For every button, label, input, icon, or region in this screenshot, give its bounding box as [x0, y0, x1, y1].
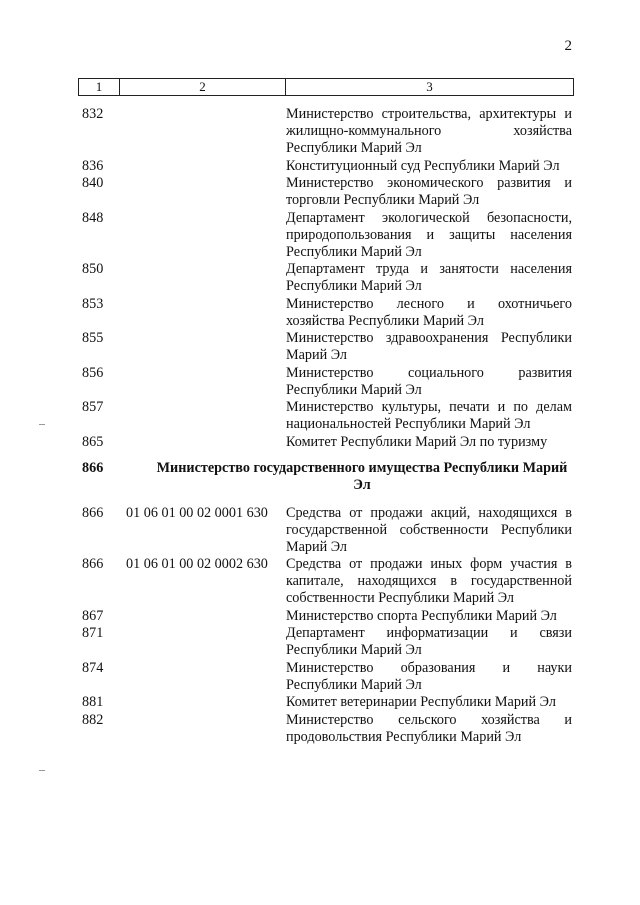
row-name: Министерство образования и науки Республики Марий Эл — [286, 659, 572, 693]
row-name: Министерство социального развития Республики Марий Эл — [286, 364, 572, 398]
row-code: 840 — [82, 175, 104, 191]
rows-top — [82, 106, 572, 451]
row-name: Министерство строительства, архитектуры и жилищно-коммунального хозяйства Республики Марий Эл — [286, 106, 572, 156]
section-code: 866 — [82, 459, 104, 476]
header-col-3: 3 — [426, 79, 433, 94]
row-code: 866 — [82, 504, 104, 521]
row-kbk — [126, 399, 286, 433]
row-name: Департамент информатизации и связи Республики Марий Эл — [286, 625, 572, 658]
row-kbk — [126, 175, 286, 209]
row-kbk — [126, 365, 286, 399]
row-kbk: 01 06 01 00 02 0002 630 — [126, 556, 268, 572]
row-name: Средства от продажи иных форм участия в капитале, находящихся в государственной собственности Республики Марий Эл — [286, 556, 572, 606]
table-row — [82, 625, 572, 659]
row-kbk — [126, 261, 286, 295]
table-row — [82, 556, 572, 607]
row-name: Министерство экономического развития и торговли Республики Марий Эл — [286, 175, 572, 208]
table-row — [82, 210, 572, 261]
row-name: Министерство сельского хозяйства и продовольствия Республики Марий Эл — [286, 711, 572, 745]
row-code: 848 — [82, 209, 104, 226]
table-row — [82, 660, 572, 694]
row-code: 882 — [82, 711, 104, 728]
row-code: 850 — [82, 261, 104, 277]
row-name: Комитет ветеринарии Республики Марий Эл — [286, 694, 556, 710]
table-row — [82, 694, 572, 711]
row-kbk — [126, 210, 286, 261]
row-kbk — [126, 434, 286, 451]
row-name: Министерство лесного и охотничьего хозяйства Республики Марий Эл — [286, 295, 572, 329]
table-row — [82, 399, 572, 433]
table-row — [82, 608, 572, 625]
row-code: 857 — [82, 399, 104, 415]
row-kbk — [126, 106, 286, 157]
header-col-2: 2 — [120, 79, 286, 95]
header-col-1: 1 — [79, 79, 120, 95]
row-kbk — [126, 296, 286, 330]
table-row — [82, 712, 572, 746]
row-code: 866 — [82, 556, 104, 572]
row-code: 874 — [82, 659, 104, 676]
table-header — [78, 78, 574, 96]
table-row — [82, 330, 572, 364]
page-number: 2 — [564, 38, 572, 54]
row-code: 856 — [82, 364, 104, 381]
row-kbk — [126, 330, 286, 364]
row-code: 855 — [82, 330, 104, 346]
row-kbk: 01 06 01 00 02 0001 630 — [126, 504, 268, 521]
margin-mark — [39, 424, 45, 425]
row-kbk — [126, 625, 286, 659]
row-name: Министерство здравоохранения Республики Марий Эл — [286, 330, 572, 363]
row-code: 836 — [82, 157, 104, 174]
table-row — [82, 365, 572, 399]
row-code: 867 — [82, 607, 104, 624]
row-kbk — [126, 694, 286, 711]
margin-mark — [39, 770, 45, 771]
row-name: Комитет Республики Марий Эл по туризму — [286, 433, 548, 450]
row-code: 865 — [82, 433, 104, 450]
table-row — [82, 434, 572, 451]
row-kbk — [126, 608, 286, 625]
row-name: Департамент экологической безопасности, природопользования и защиты населения Республики Марий Эл — [286, 209, 572, 260]
table-row — [82, 175, 572, 209]
table-body — [82, 106, 572, 746]
section-title: Министерство государственного имущества Республики Марий Эл — [156, 459, 568, 493]
table-row — [82, 296, 572, 330]
row-code: 853 — [82, 295, 104, 312]
rows-bottom — [82, 505, 572, 746]
row-name: Министерство спорта Республики Марий Эл — [286, 607, 557, 624]
row-code: 832 — [82, 106, 104, 122]
row-name: Средства от продажи акций, находящихся в государственной собственности Республики Марий Эл — [286, 504, 572, 555]
table-row — [82, 158, 572, 175]
row-name: Конституционный суд Республики Марий Эл — [286, 157, 560, 174]
table-row — [82, 505, 572, 556]
row-code: 871 — [82, 625, 104, 641]
row-code: 881 — [82, 694, 104, 710]
row-name: Департамент труда и занятости населения Республики Марий Эл — [286, 261, 572, 294]
table-row — [82, 261, 572, 295]
row-kbk — [126, 712, 286, 746]
table-row — [82, 106, 572, 157]
row-kbk — [126, 660, 286, 694]
section-row — [82, 460, 572, 494]
row-kbk — [126, 158, 286, 175]
row-name: Министерство культуры, печати и по делам национальностей Республики Марий Эл — [286, 399, 572, 432]
